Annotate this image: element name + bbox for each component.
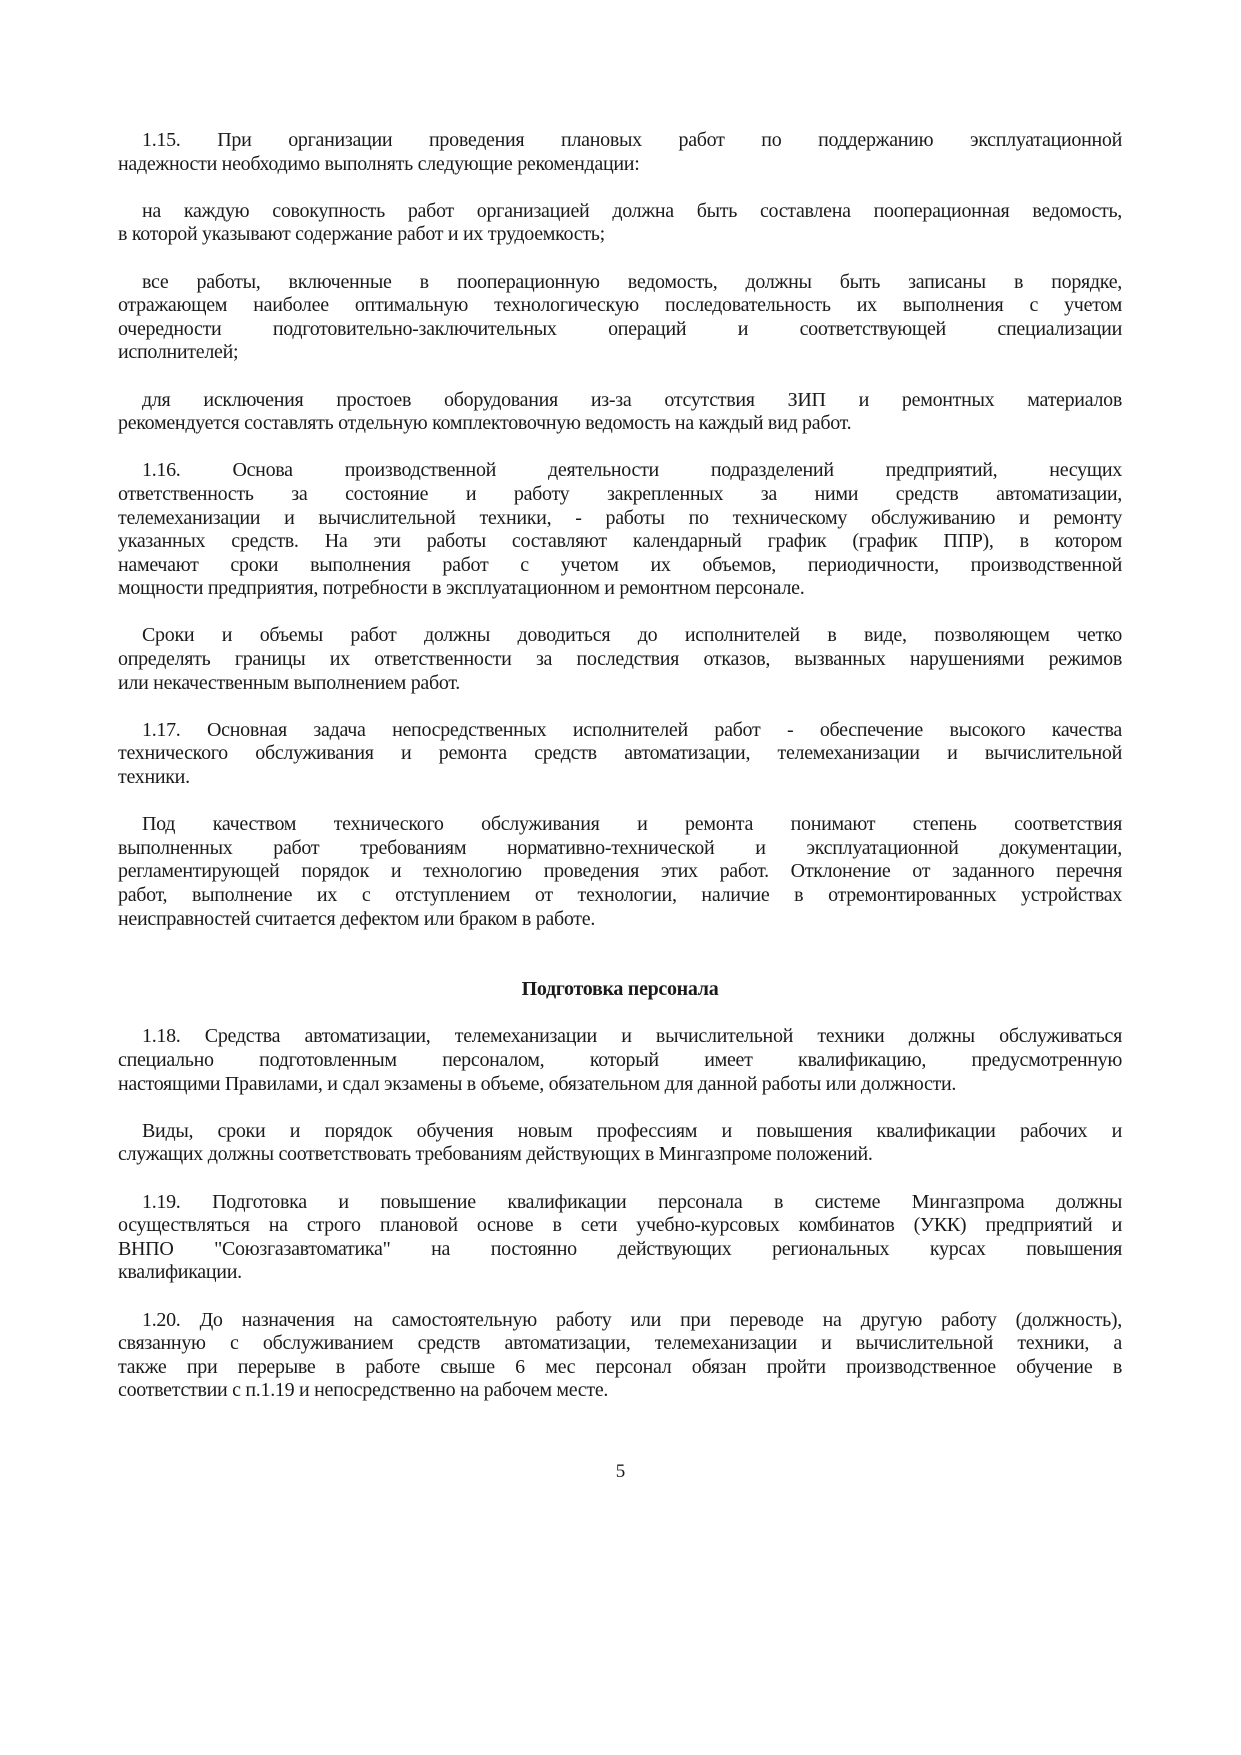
text-line: 1.19. Подготовка и повышение квалификации персонала в системе Мингазпрома должны xyxy=(142,1190,1122,1213)
paragraph xyxy=(118,624,1122,695)
paragraph xyxy=(118,719,1122,790)
text-line: выполненных работ требованиям нормативно-технической и эксплуатационной документации, xyxy=(118,836,1122,859)
paragraph xyxy=(118,271,1122,365)
text-line: или некачественным выполнением работ. xyxy=(118,671,460,694)
text-line: все работы, включенные в пооперационную ведомость, должны быть записаны в порядке, xyxy=(142,270,1122,293)
paragraph xyxy=(118,1309,1122,1403)
paragraph xyxy=(118,1191,1122,1285)
text-line: для исключения простоев оборудования из-за отсутствия ЗИП и ремонтных материалов xyxy=(142,388,1122,411)
text-line: 1.20. До назначения на самостоятельную работу или при переводе на другую работу (должность), xyxy=(142,1308,1122,1331)
paragraph xyxy=(118,459,1122,601)
document-body xyxy=(118,129,1122,1426)
text-line: исполнителей; xyxy=(118,341,239,364)
text-line: в которой указывают содержание работ и их трудоемкость; xyxy=(118,223,605,246)
text-line: регламентирующей порядок и технологию проведения этих работ. Отклонение от заданного перечня xyxy=(118,860,1122,883)
text-line: на каждую совокупность работ организацией должна быть составлена пооперационная ведомость, xyxy=(142,199,1122,222)
text-line: надежности необходимо выполнять следующие рекомендации: xyxy=(118,152,640,175)
text-line: технического обслуживания и ремонта средств автоматизации, телемеханизации и вычислительной xyxy=(118,742,1122,765)
text-line: отражающем наиболее оптимальную технологическую последовательность их выполнения с учетом xyxy=(118,294,1122,317)
text-line: мощности предприятия, потребности в эксплуатационном и ремонтном персонале. xyxy=(118,577,805,600)
text-line: квалификации. xyxy=(118,1261,242,1284)
text-line: неисправностей считается дефектом или браком в работе. xyxy=(118,907,596,930)
page-number: 5 xyxy=(615,1461,626,1482)
text-line: 1.18. Средства автоматизации, телемеханизации и вычислительной техники должны обслуживаться xyxy=(142,1025,1122,1048)
text-line: 1.16. Основа производственной деятельности подразделений предприятий, несущих xyxy=(142,459,1122,482)
text-line: ВНПО "Союзгазавтоматика" на постоянно действующих региональных курсах повышения xyxy=(118,1237,1122,1260)
text-line: 1.17. Основная задача непосредственных исполнителей работ - обеспечение высокого качества xyxy=(142,718,1122,741)
text-line: настоящими Правилами, и сдал экзамены в объеме, обязательном для данной работы или должности. xyxy=(118,1072,957,1095)
text-line: работ, выполнение их с отступлением от технологии, наличие в отремонтированных устройствах xyxy=(118,884,1122,906)
paragraph xyxy=(118,813,1122,931)
text-line: Сроки и объемы работ должны доводиться до исполнителей в виде, позволяющем четко xyxy=(142,624,1122,647)
section-heading: Подготовка персонала xyxy=(521,978,719,1001)
text-line: специально подготовленным персоналом, который имеет квалификацию, предусмотренную xyxy=(118,1048,1122,1071)
text-line: ответственность за состояние и работу закрепленных за ними средств автоматизации, xyxy=(118,482,1122,505)
text-line: также при перерыве в работе свыше 6 мес персонал обязан пройти производственное обучение в xyxy=(118,1355,1122,1378)
text-line: Виды, сроки и порядок обучения новым профессиям и повышения квалификации рабочих и xyxy=(142,1119,1122,1142)
text-line: Под качеством технического обслуживания и ремонта понимают степень соответствия xyxy=(142,813,1122,836)
text-line: определять границы их ответственности за последствия отказов, вызванных нарушениями режимов xyxy=(118,648,1122,671)
paragraph xyxy=(118,1025,1122,1096)
text-line: соответствии с п.1.19 и непосредственно на рабочем месте. xyxy=(118,1379,609,1402)
paragraph xyxy=(118,1120,1122,1167)
text-line: техники. xyxy=(118,766,190,789)
paragraph xyxy=(118,200,1122,247)
text-line: очередности подготовительно-заключительных операций и соответствующей специализации xyxy=(118,317,1122,340)
paragraph xyxy=(118,129,1122,176)
paragraph xyxy=(118,389,1122,436)
text-line: осуществляться на строго плановой основе в сети учебно-курсовых комбинатов (УКК) предприятий и xyxy=(118,1214,1122,1237)
text-line: рекомендуется составлять отдельную комплектовочную ведомость на каждый вид работ. xyxy=(118,412,852,435)
text-line: связанную с обслуживанием средств автоматизации, телемеханизации и вычислительной техники, а xyxy=(118,1332,1122,1355)
text-line: указанных средств. На эти работы составляют календарный график (график ППР), в котором xyxy=(118,530,1122,553)
text-line: 1.15. При организации проведения плановых работ по поддержанию эксплуатационной xyxy=(142,129,1122,151)
text-line: служащих должны соответствовать требованиям действующих в Мингазпроме положений. xyxy=(118,1143,873,1166)
text-line: телемеханизации и вычислительной техники, - работы по техническому обслуживанию и ремонту xyxy=(118,506,1122,529)
text-line: намечают сроки выполнения работ с учетом их объемов, периодичности, производственной xyxy=(118,553,1122,576)
